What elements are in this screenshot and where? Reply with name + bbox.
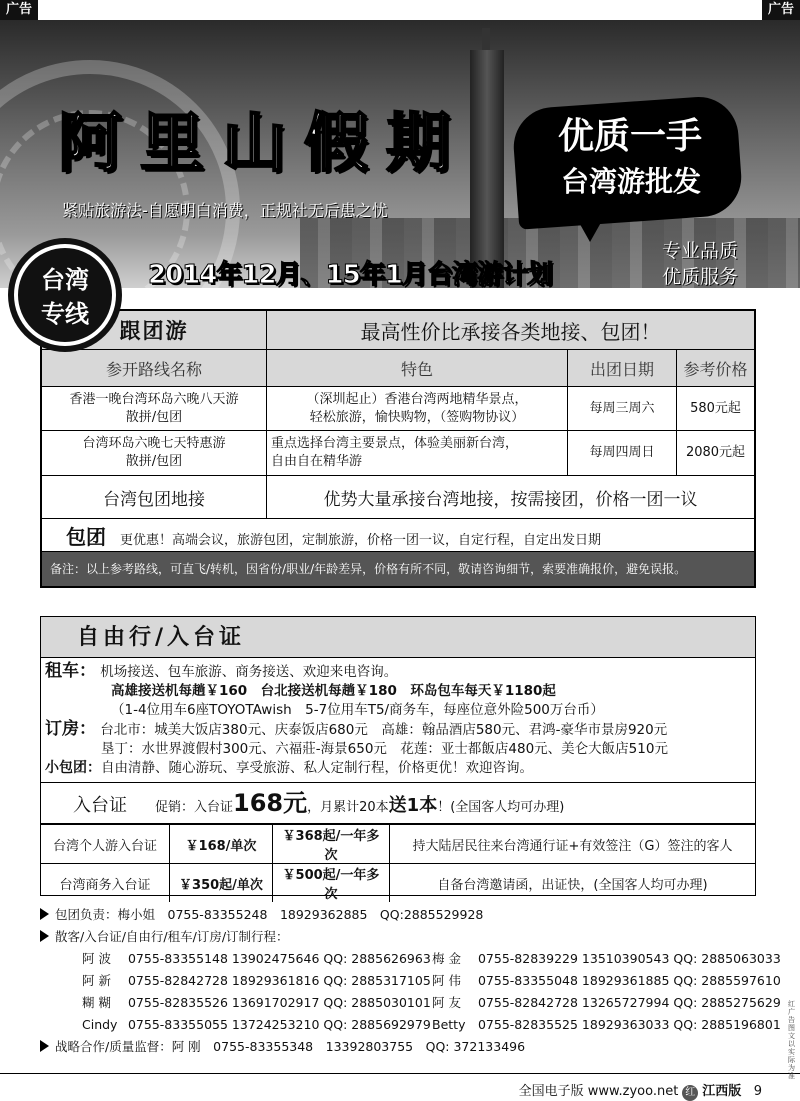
car-line3: （1-4位用车6座TOYOTAwish 5-7位用车T5/商务车，每座位意外险500万台币）: [111, 702, 604, 718]
contact-name: 阿 波: [82, 951, 111, 966]
taipei-101-graphic: [470, 50, 504, 288]
date-cell: 每周三周六: [568, 387, 677, 431]
contact-phone: 0755-82835526: [127, 995, 228, 1010]
permit-type: 台湾个人游入台证: [41, 825, 170, 864]
contact-phone: 0755-82839229: [477, 951, 578, 966]
date-cell: 每周四周日: [568, 431, 677, 476]
route-cell: [42, 431, 267, 476]
footer-edition: 全国电子版 www.zyoo.net: [518, 1084, 679, 1099]
contact-qq: QQ: 2885317105: [323, 973, 431, 988]
group-tour-title: 跟团游: [42, 311, 267, 350]
contact-name: 糊 糊: [82, 995, 111, 1010]
free-travel-body: [41, 658, 755, 782]
badge-line1: 台湾: [41, 266, 89, 294]
contact-mobile: 18929361816: [231, 973, 320, 988]
group-tour-slogan: 最高性价比承接各类地接、包团！: [267, 311, 755, 350]
quality-line1: 专业品质: [662, 240, 739, 262]
contact-qq: QQ: 2885063033: [673, 951, 781, 966]
contact-qq: QQ: 2885030101: [323, 995, 431, 1010]
contact-name: 阿 新: [82, 973, 111, 988]
footer-region: 江西版: [702, 1084, 742, 1099]
entry-promo-bonus: 送1本: [388, 795, 438, 816]
route-name: 香港一晚台湾环岛六晚八天游: [69, 391, 239, 407]
contact-phone: 0755-83355148: [127, 951, 228, 966]
permit-condition: 持大陆居民往来台湾通行证+有效签注（G）签注的客人: [390, 825, 756, 864]
permit-single: ￥168/单次: [170, 825, 273, 864]
feature-line1: 重点选择台湾主要景点，体验美丽新台湾，: [271, 436, 519, 451]
page-number: 9: [753, 1084, 762, 1099]
contact-qq: QQ: 2885692979: [323, 1017, 431, 1032]
contact-mobile: 13902475646: [231, 951, 320, 966]
group-tour-table: [41, 310, 755, 587]
car-line1: 机场接送、包车旅游、商务接送、欢迎来电咨询。: [100, 664, 398, 680]
feature-line2: 自由自在精华游: [271, 454, 363, 469]
table-row: [41, 864, 755, 903]
contact-qq: QQ: 2885196801: [673, 1017, 781, 1032]
free-travel-title: 自由行/入台证: [41, 617, 755, 658]
contact-mobile: 18929361885: [581, 973, 670, 988]
contact-name: Cindy: [82, 1017, 118, 1032]
route-type: 散拼/包团: [125, 409, 183, 425]
entry-permit-table: [41, 824, 755, 902]
speech-bubble-tail: [572, 210, 608, 242]
tagline: 紧贴旅游法-自愿明白消费，正规社无后患之忧: [62, 201, 388, 220]
charter-title: 包团: [66, 524, 106, 549]
footer: [519, 1080, 762, 1101]
charter-row: [42, 519, 755, 552]
contact-phone: 0755-82842728: [127, 973, 228, 988]
bubble-line1: 优质一手: [557, 116, 702, 157]
contact-name: 阿 友: [432, 995, 461, 1010]
header-banner: [0, 20, 800, 288]
contact-phone: 0755-82835525: [477, 1017, 578, 1032]
small-group-label: 小包团：: [45, 760, 101, 776]
arrow-icon: [40, 930, 49, 942]
col-price: 参考价格: [677, 350, 755, 387]
list-item: [82, 948, 432, 970]
car-label: 租车：: [45, 661, 96, 681]
charter-text: 更优惠！高端会议，旅游包团，定制旅游，价格一团一议，自定行程，自定出发日期: [120, 532, 602, 548]
small-group-text: 自由清静、随心游玩、享受旅游、私人定制行程，价格更优！欢迎咨询。: [101, 760, 533, 776]
list-item: [432, 1014, 782, 1036]
ad-label-right: 广告: [762, 0, 800, 20]
table-row: [41, 825, 755, 864]
local-tour-text: 优势大量承接台湾地接，按需接团，价格一团一议: [267, 476, 755, 519]
arrow-icon: [40, 908, 49, 920]
contacts-block: [40, 904, 781, 1058]
contact-mobile: 13265727994: [581, 995, 670, 1010]
feature-cell: [267, 387, 568, 431]
entry-permit-header: [41, 782, 755, 824]
table-row: [42, 387, 755, 431]
list-item: [82, 992, 432, 1014]
main-title: 阿里山假期: [58, 106, 468, 181]
local-tour-title: 台湾包团地接: [42, 476, 267, 519]
plan-title: 2014年12月、15年1月台湾游计划: [148, 260, 552, 288]
ad-label-left: 广告: [0, 0, 38, 20]
contact-list: [82, 948, 781, 1036]
entry-permit-title: 入台证: [73, 795, 127, 816]
contact-phone: 0755-82842728: [477, 995, 578, 1010]
contact-qq: QQ: 2885275629: [673, 995, 781, 1010]
entry-promo-end: ！(全国客人均可办理): [437, 800, 565, 815]
route-name: 台湾环岛六晚七天特惠游: [82, 436, 226, 451]
list-item: [82, 1014, 432, 1036]
entry-promo-mid: ，月累计20本: [307, 800, 389, 815]
entry-promo-price: 168元: [233, 789, 308, 817]
arrow-icon: [40, 1040, 49, 1052]
route-type: 散拼/包团: [125, 454, 183, 469]
price-cell: 580元起: [677, 387, 755, 431]
contact-phone: 0755-83355048: [477, 973, 578, 988]
quality-line2: 优质服务: [662, 266, 739, 288]
list-item: [432, 992, 782, 1014]
col-route: 参开路线名称: [42, 350, 267, 387]
side-note: 红广告图文以实际为准: [788, 1000, 795, 1080]
contact-name: 梅 金: [432, 951, 461, 966]
list-item: [82, 970, 432, 992]
contact-mobile: 18929363033: [581, 1017, 670, 1032]
footer-divider: [0, 1073, 800, 1074]
entry-promo: 促销：入台证: [155, 800, 234, 815]
list-item: [432, 948, 782, 970]
permit-condition: 自备台湾邀请函，出证快，(全国客人均可办理): [390, 864, 756, 903]
group-tour-section: [40, 309, 756, 588]
price-cell: 2080元起: [677, 431, 755, 476]
room-line2: 垦丁：水世界渡假村300元、六福莊-海景650元 花莲：亚士都飯店480元、美仑大飯店510元: [101, 741, 668, 757]
permit-single: ￥350起/单次: [170, 864, 273, 903]
contact-phone: 0755-83355055: [127, 1017, 228, 1032]
contact-mobile: 13724253210: [231, 1017, 320, 1032]
contact-mobile: 13691702917: [231, 995, 320, 1010]
route-cell: [42, 387, 267, 431]
group-note: 备注：以上参考路线，可直飞/转机，因省份/职业/年龄差异，价格有所不同，敬请咨询细节，索要准确报价，避免误报。: [42, 552, 755, 587]
col-date: 出团日期: [568, 350, 677, 387]
badge-line2: 专线: [41, 300, 89, 328]
retail-contact-heading: 散客/入台证/自由行/租车/订房/订制行程：: [55, 929, 289, 944]
contact-qq: QQ: 2885626963: [323, 951, 431, 966]
car-line2: 高雄接送机每趟￥160 台北接送机每趟￥180 环岛包车每天￥1180起: [111, 683, 556, 699]
contact-name: 阿 伟: [432, 973, 461, 988]
brand-logo-icon: 红: [682, 1085, 698, 1101]
table-row: [42, 431, 755, 476]
permit-type: 台湾商务入台证: [41, 864, 170, 903]
charter-contact: 包团负责：梅小姐 0755-83355248 18929362885 QQ:2885529928: [55, 907, 484, 922]
bubble-line2: 台湾游批发: [560, 165, 701, 198]
feature-line2: 轻松旅游，愉快购物，（签购物协议）: [309, 409, 525, 425]
permit-multi: ￥500起/一年多次: [273, 864, 390, 903]
feature-cell: [267, 431, 568, 476]
contact-mobile: 13510390543: [581, 951, 670, 966]
strategy-contact: 战略合作/质量监督：阿 刚 0755-83355348 13392803755 QQ: 372133496: [55, 1039, 526, 1054]
room-label: 订房：: [45, 719, 96, 739]
permit-multi: ￥368起/一年多次: [273, 825, 390, 864]
free-travel-section: [40, 616, 756, 902]
room-line1: 台北市：城美大饭店380元、庆泰饭店680元 高雄：翰品酒店580元、君鸿-豪华市景房920元: [100, 722, 668, 738]
contact-qq: QQ: 2885597610: [673, 973, 781, 988]
list-item: [432, 970, 782, 992]
feature-line1: （深圳起止）香港台湾两地精华景点，: [306, 391, 528, 407]
quality-slogan: [662, 238, 738, 288]
contact-name: Betty: [432, 1017, 466, 1032]
col-feature: 特色: [267, 350, 568, 387]
taiwan-line-badge: [14, 244, 116, 346]
